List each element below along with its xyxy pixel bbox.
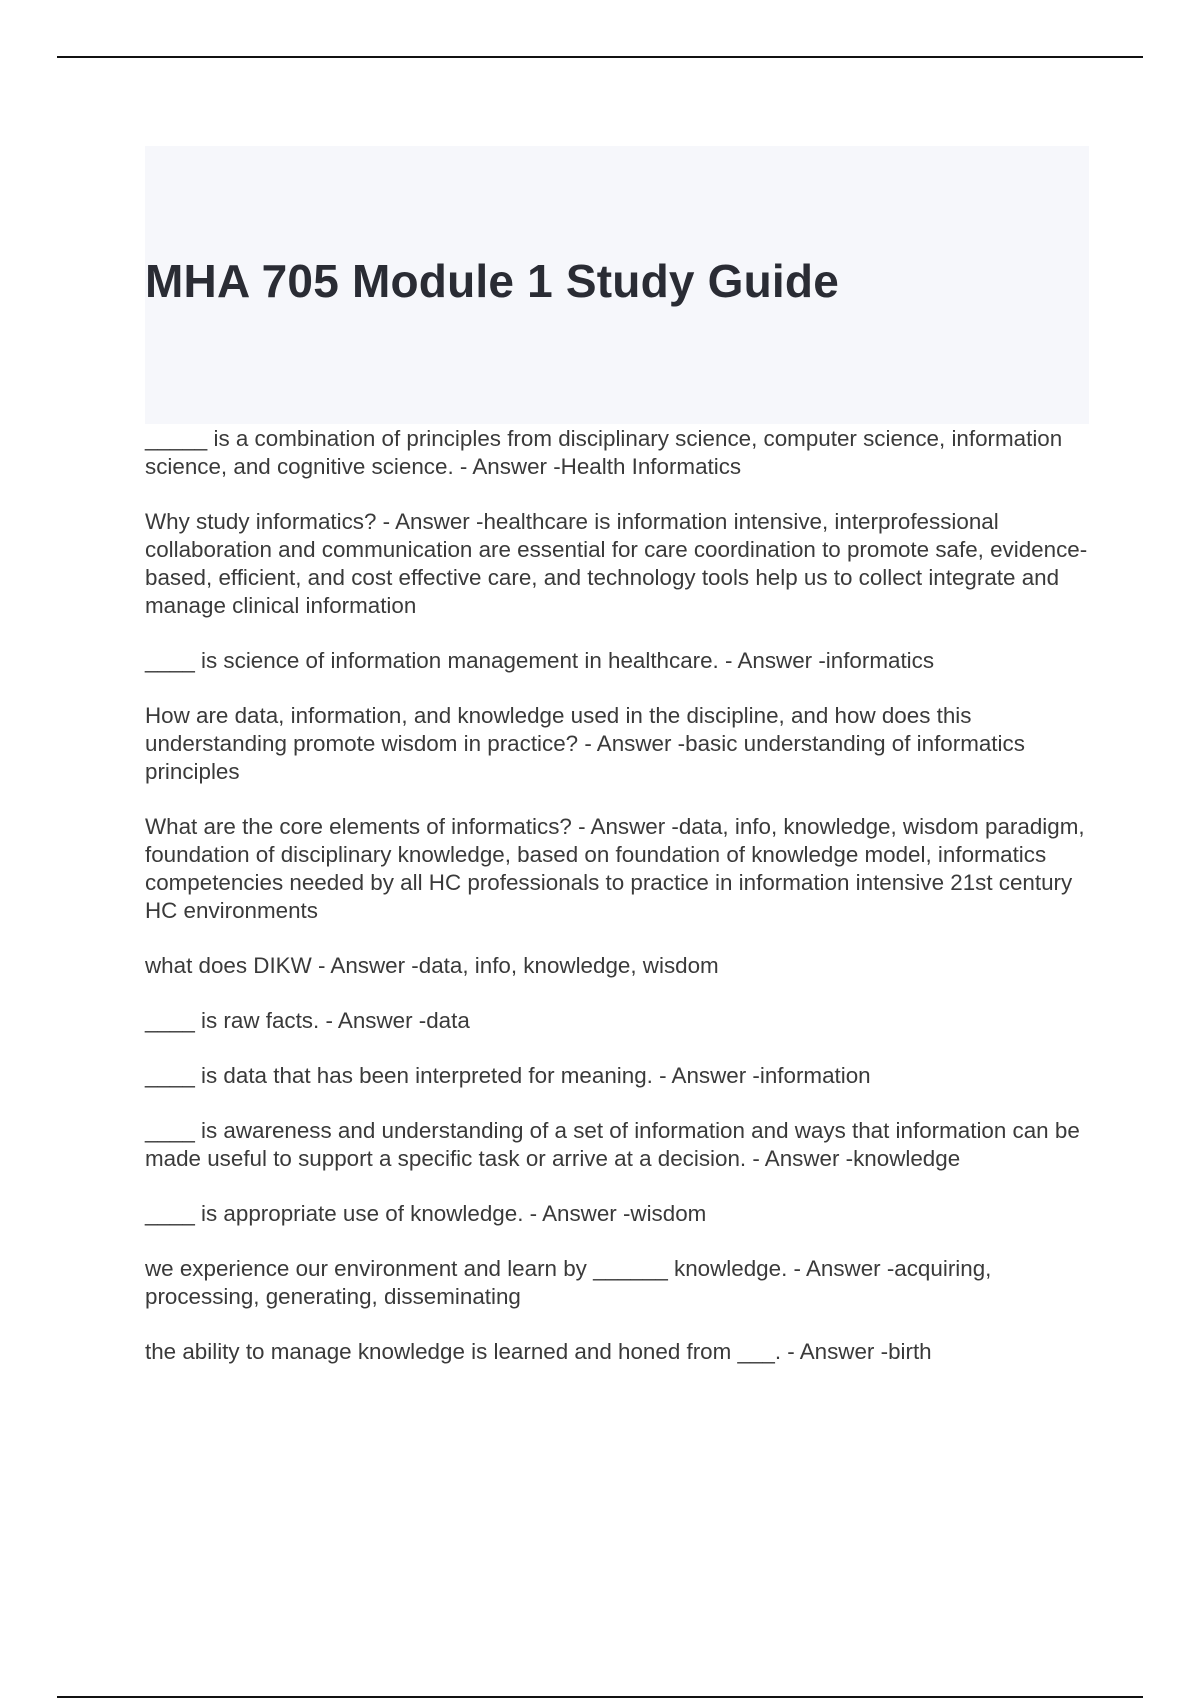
qa-item: what does DIKW - Answer -data, info, knowledge, wisdom <box>145 953 719 978</box>
page-title: MHA 705 Module 1 Study Guide <box>145 255 839 307</box>
qa-item: the ability to manage knowledge is learned and honed from ___. - Answer -birth <box>145 1339 932 1364</box>
qa-item: ____ is appropriate use of knowledge. - Answer -wisdom <box>145 1201 707 1226</box>
qa-item: ____ is data that has been interpreted for meaning. - Answer -information <box>145 1063 871 1088</box>
qa-item: ____ is raw facts. - Answer -data <box>145 1008 470 1033</box>
qa-item: What are the core elements of informatics? - Answer -data, info, knowledge, wisdom paradigm, foundation of disciplinary knowledge, based on foundation of knowledge model, informatics competencies needed by all HC professionals to practice in information intensive 21st century HC environments <box>145 814 1085 923</box>
qa-item: _____ is a combination of principles from disciplinary science, computer science, information science, and cognitive science. - Answer -Health Informatics <box>145 426 1063 479</box>
qa-item: ____ is science of information management in healthcare. - Answer -informatics <box>145 648 935 673</box>
qa-item: ____ is awareness and understanding of a set of information and ways that information can be made useful to support a specific task or arrive at a decision. - Answer -knowledge <box>145 1118 1080 1171</box>
study-guide-content <box>145 425 1090 1393</box>
qa-item: we experience our environment and learn by ______ knowledge. - Answer -acquiring, processing, generating, disseminating <box>145 1256 992 1309</box>
top-rule <box>57 56 1143 58</box>
title-banner <box>145 146 1089 424</box>
qa-item: Why study informatics? - Answer -healthcare is information intensive, interprofessional collaboration and communication are essential for care coordination to promote safe, evidence-based, efficient, and cost effective care, and technology tools help us to collect integrate and manage clinical information <box>145 509 1088 618</box>
qa-item: How are data, information, and knowledge used in the discipline, and how does this understanding promote wisdom in practice? - Answer -basic understanding of informatics principles <box>145 703 1025 784</box>
bottom-rule <box>57 1696 1143 1698</box>
